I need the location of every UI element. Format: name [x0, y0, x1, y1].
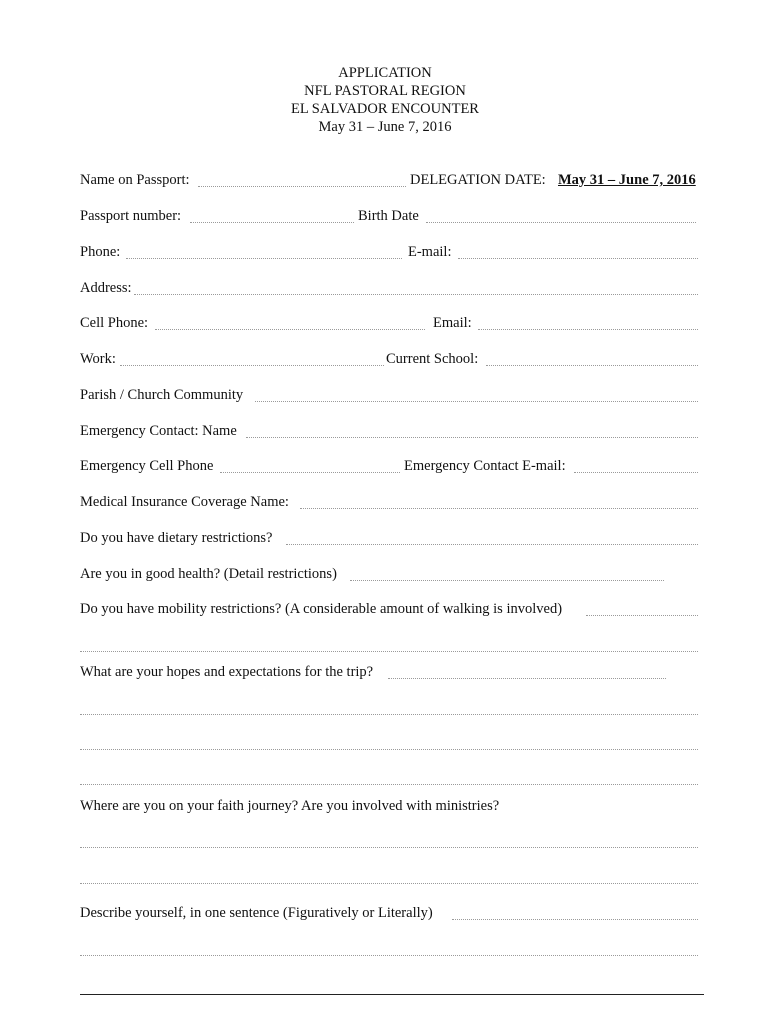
address-label: Address:: [80, 280, 132, 296]
parish-label: Parish / Church Community: [80, 387, 244, 403]
phone-field[interactable]: [126, 258, 402, 259]
region-title: NFL PASTORAL REGION: [304, 83, 466, 99]
faith-field-line2[interactable]: [80, 883, 698, 884]
current-school-field[interactable]: [486, 365, 698, 366]
passport-number-label: Passport number:: [80, 208, 182, 224]
passport-number-field[interactable]: [190, 222, 354, 223]
emergency-email-field[interactable]: [574, 472, 698, 473]
health-label: Are you in good health? (Detail restrictions): [80, 566, 337, 582]
health-field[interactable]: [350, 580, 664, 581]
cell-phone-label: Cell Phone:: [80, 315, 149, 331]
emergency-email-label: Emergency Contact E-mail:: [404, 458, 566, 474]
event-title: EL SALVADOR ENCOUNTER: [291, 101, 479, 117]
mobility-field[interactable]: [586, 615, 698, 616]
hopes-field-line4[interactable]: [80, 784, 698, 785]
faith-label: Where are you on your faith journey? Are you involved with ministries?: [80, 798, 500, 814]
emergency-cell-label: Emergency Cell Phone: [80, 458, 214, 474]
work-label: Work:: [80, 351, 116, 367]
hopes-field-line3[interactable]: [80, 749, 698, 750]
medical-insurance-field[interactable]: [300, 508, 698, 509]
event-dates: May 31 – June 7, 2016: [318, 119, 452, 135]
delegation-date-label: DELEGATION DATE:: [410, 172, 546, 188]
parish-field[interactable]: [255, 401, 698, 402]
cell-phone-field[interactable]: [155, 329, 425, 330]
address-field[interactable]: [134, 294, 698, 295]
emergency-cell-field[interactable]: [220, 472, 400, 473]
emergency-contact-name-label: Emergency Contact: Name: [80, 423, 237, 439]
describe-field[interactable]: [452, 919, 698, 920]
hopes-field-line2[interactable]: [80, 714, 698, 715]
work-field[interactable]: [120, 365, 384, 366]
bottom-rule: [80, 994, 704, 995]
form-title: APPLICATION: [338, 65, 432, 81]
dietary-label: Do you have dietary restrictions?: [80, 530, 273, 546]
mobility-label: Do you have mobility restrictions? (A considerable amount of walking is involved): [80, 601, 563, 617]
delegation-date-value: May 31 – June 7, 2016: [558, 172, 696, 188]
emergency-contact-name-field[interactable]: [246, 437, 698, 438]
email2-field[interactable]: [478, 329, 698, 330]
dietary-field[interactable]: [286, 544, 698, 545]
describe-field-line2[interactable]: [80, 955, 698, 956]
name-on-passport-label: Name on Passport:: [80, 172, 190, 188]
birth-date-field[interactable]: [426, 222, 696, 223]
email-label: E-mail:: [408, 244, 452, 260]
name-on-passport-field[interactable]: [198, 186, 406, 187]
current-school-label: Current School:: [386, 351, 479, 367]
hopes-label: What are your hopes and expectations for the trip?: [80, 664, 374, 680]
faith-field-line1[interactable]: [80, 847, 698, 848]
mobility-field-line2[interactable]: [80, 651, 698, 652]
hopes-field[interactable]: [388, 678, 666, 679]
email-field[interactable]: [458, 258, 698, 259]
describe-label: Describe yourself, in one sentence (Figuratively or Literally): [80, 905, 433, 921]
phone-label: Phone:: [80, 244, 121, 260]
birth-date-label: Birth Date: [358, 208, 419, 224]
medical-insurance-label: Medical Insurance Coverage Name:: [80, 494, 289, 510]
email2-label: Email:: [433, 315, 472, 331]
